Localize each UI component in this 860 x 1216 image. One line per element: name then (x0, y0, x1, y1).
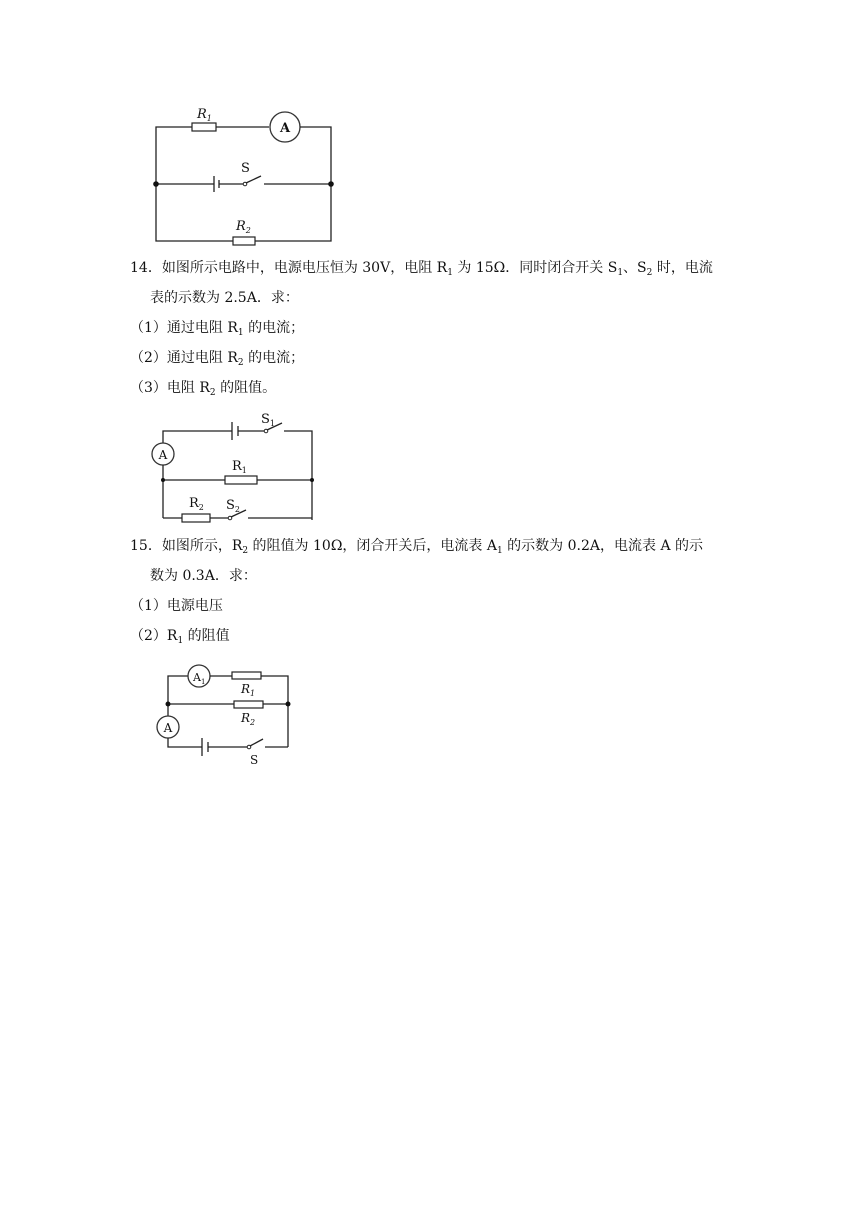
wire (261, 676, 288, 747)
resistor-r2 (233, 237, 255, 245)
r1-label: $R_1$ (197, 107, 212, 123)
s1-label: $S_1$ (261, 412, 275, 428)
switch-label: S (241, 161, 250, 176)
q15-line-2: 数为 0.3A．求： (150, 568, 257, 584)
q14-line-2: 表的示数为 2.5A．求： (150, 290, 299, 306)
wire (284, 431, 312, 520)
resistor-r1 (232, 672, 261, 679)
switch-blade (246, 176, 261, 183)
wire (168, 738, 202, 747)
q14-line-1: 14．如图所示电路中，电源电压恒为 30V，电阻 $R_1$ 为 15Ω．同时闭合开关 $S_1$、$S_2$ 时，电流 (130, 260, 713, 278)
switch-blade (250, 739, 263, 746)
q15-subquestion-1: （1）电源电压 (130, 598, 223, 614)
wire (168, 676, 188, 704)
a1-label: $A_1$ (193, 671, 206, 686)
circuit-diagram-14 (150, 408, 320, 523)
r1-label: $R_1$ (232, 459, 247, 475)
junction-node (286, 702, 291, 707)
junction-node (153, 181, 159, 187)
ammeter-label: A (279, 121, 291, 136)
wire (255, 184, 331, 241)
junction-node (310, 478, 314, 482)
resistor-r2 (234, 701, 263, 708)
ammeter-label: A (158, 448, 168, 462)
s2-label: $S_2$ (226, 498, 240, 514)
junction-node (328, 181, 334, 187)
q15-subquestion-2: $(2)R_1$ 的阻值 (130, 628, 230, 646)
junction-node (166, 702, 171, 707)
r2-label: $R_2$ (189, 496, 204, 512)
ammeter-label: A (163, 721, 173, 735)
circuit-diagram-13 (140, 100, 350, 250)
q15-number: 15． (130, 538, 162, 554)
wire (300, 127, 331, 184)
switch-label: S (250, 753, 259, 767)
r2-label: $R_2$ (236, 219, 251, 235)
wire (156, 184, 233, 241)
q15-line-1: 15．如图所示，$R_2$ 的阻值为 10Ω，闭合开关后，电流表 $A_1$ 的示数为 0.2A，电流表 A 的示 (130, 538, 704, 556)
wire (156, 127, 192, 184)
resistor-r2 (182, 514, 210, 522)
r1-label: $R_1$ (241, 682, 256, 698)
r2-label: $R_2$ (241, 711, 256, 727)
q14-subquestion-1: （1）通过电阻 $R_1$ 的电流； (130, 320, 305, 338)
wire (163, 431, 232, 443)
q14-number: 14． (130, 260, 162, 276)
q14-subquestion-3: （3）电阻 $R_2$ 的阻值。 (130, 380, 277, 398)
resistor-r1 (225, 476, 257, 484)
junction-node (161, 478, 165, 482)
resistor-r1 (192, 123, 216, 131)
q14-subquestion-2: （2）通过电阻 $R_2$ 的电流； (130, 350, 305, 368)
circuit-diagram-15 (150, 660, 300, 765)
